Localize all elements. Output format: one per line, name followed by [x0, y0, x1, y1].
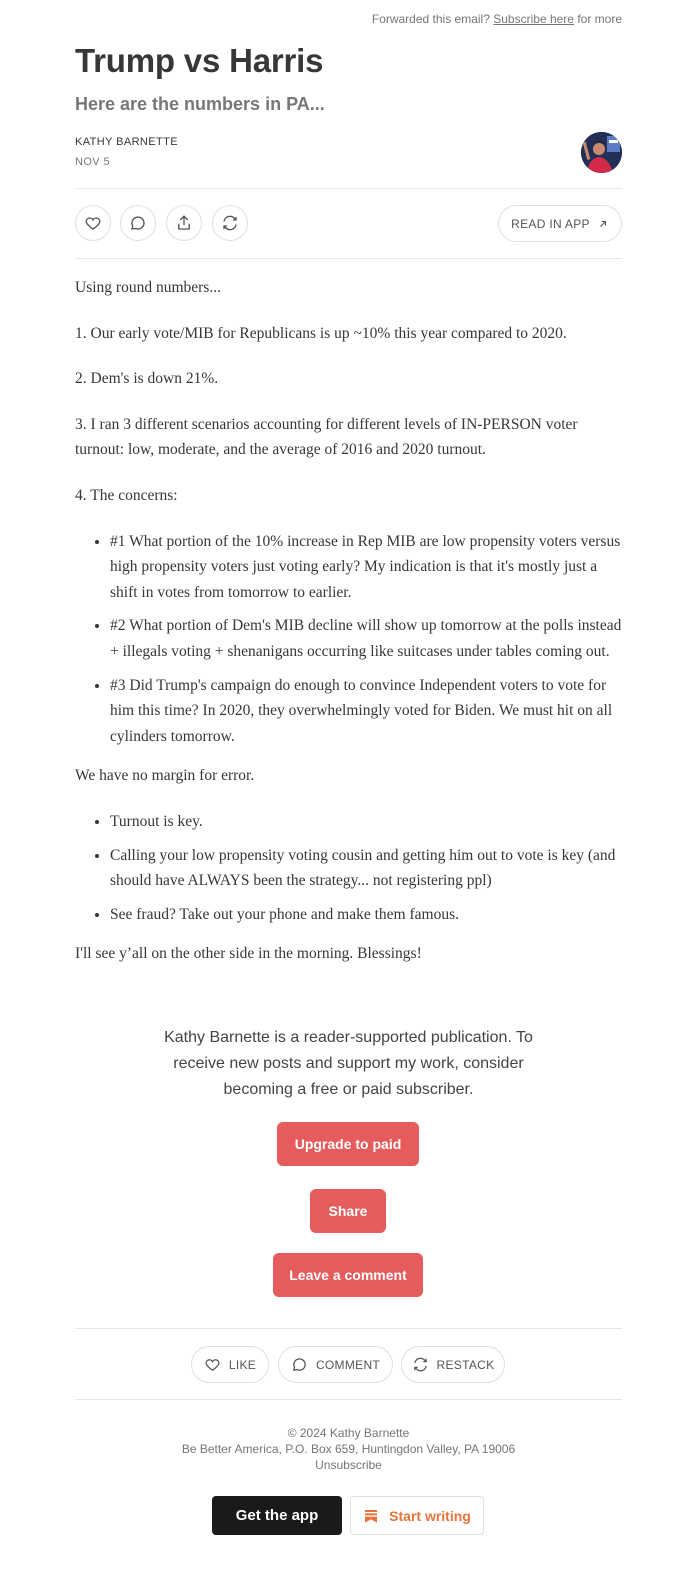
heart-icon: [84, 214, 102, 232]
substack-logo-icon: [363, 1508, 379, 1524]
forward-notice: [372, 12, 622, 26]
divider-actions: [75, 258, 622, 259]
post-subtitle: Here are the numbers in PA...: [75, 94, 325, 114]
restack-icon: [221, 214, 239, 232]
author-name[interactable]: KATHY BARNETTE: [75, 136, 178, 148]
start-writing-label: Start writing: [389, 1507, 471, 1524]
post-date: NOV 5: [75, 156, 111, 168]
unsubscribe-link[interactable]: Unsubscribe: [315, 1458, 382, 1472]
avatar-image: [581, 132, 622, 173]
list-item: • #3 Did Trump's campaign do enough to convince Independent voters to vote for him this time? In 2020, they overwhelmingly voted for Biden. We must hit on all cylinders tomorrow.: [110, 673, 622, 750]
restack-button[interactable]: [212, 205, 248, 241]
list-item: • #2 What portion of Dem's MIB decline will show up tomorrow at the polls instead + illegals voting + shenanigans occurring like suitcases under tables coming out.: [110, 613, 622, 664]
comment-button[interactable]: [120, 205, 156, 241]
upgrade-to-paid-button[interactable]: Upgrade to paid: [277, 1122, 419, 1166]
get-the-app-button[interactable]: Get the app: [212, 1496, 342, 1535]
share-icon: [175, 214, 193, 232]
restack-label: RESTACK: [436, 1357, 495, 1372]
paragraph: 1. Our early vote/MIB for Republicans is up ~10% this year compared to 2020.: [75, 324, 567, 342]
forward-suffix: for more: [577, 12, 622, 26]
restack-icon: [412, 1356, 429, 1373]
divider-bottom-2: [75, 1399, 622, 1400]
footer: [75, 1425, 622, 1473]
read-in-app-label: READ IN APP: [511, 216, 590, 231]
comment-pill-button[interactable]: [278, 1346, 393, 1383]
divider-bottom-1: [75, 1328, 622, 1329]
list-item: • Calling your low propensity voting cousin and getting him out to vote is key (and should have ALWAYS been the strategy... not registering ppl): [110, 843, 622, 894]
paragraph: 3. I ran 3 different scenarios accounting for different levels of IN-PERSON voter turnout: low, moderate, and the average of 2016 and 2020 turnout.: [75, 415, 578, 459]
paragraph: We have no margin for error.: [75, 767, 255, 785]
like-label: LIKE: [228, 1357, 257, 1372]
comment-icon: [129, 214, 147, 232]
concerns-list: [75, 529, 622, 750]
restack-pill-button[interactable]: [401, 1346, 505, 1383]
list-item: • See fraud? Take out your phone and make them famous.: [110, 902, 622, 928]
paragraph: I'll see y’all on the other side in the morning. Blessings!: [75, 945, 422, 963]
divider-top: [75, 188, 622, 189]
copyright: © 2024 Kathy Barnette: [287, 1426, 410, 1440]
post-title[interactable]: Trump vs Harris: [75, 42, 324, 79]
paragraph: 2. Dem's is down 21%.: [75, 370, 219, 388]
subscribe-link[interactable]: Subscribe here: [493, 12, 574, 26]
share-button[interactable]: [166, 205, 202, 241]
forward-prefix: Forwarded this email?: [371, 12, 490, 26]
subscribe-cta: [75, 1025, 622, 1103]
leave-comment-button[interactable]: Leave a comment: [273, 1253, 423, 1297]
author-avatar[interactable]: [581, 132, 622, 173]
heart-icon: [204, 1356, 221, 1373]
mailing-address: Be Better America, P.O. Box 659, Huntingdon Valley, PA 19006: [181, 1442, 516, 1456]
comment-label: COMMENT: [315, 1357, 381, 1372]
comment-icon: [291, 1356, 308, 1373]
arrow-up-right-icon: [597, 218, 609, 230]
list-item: • #1 What portion of the 10% increase in Rep MIB are low propensity voters versus high propensity voters just voting early? My indication is that it's mostly just a shift in votes from tomorrow to earlier.: [110, 529, 622, 606]
read-in-app-button[interactable]: [498, 205, 622, 242]
post-body: [75, 275, 622, 987]
tips-list: [75, 809, 622, 927]
list-item: • Turnout is key.: [110, 809, 622, 835]
start-writing-button[interactable]: [350, 1496, 484, 1535]
share-cta-button[interactable]: Share: [310, 1189, 386, 1233]
like-pill-button[interactable]: [191, 1346, 269, 1383]
cta-text: Kathy Barnette is a reader-supported publication. To receive new posts and support my work, consider becoming a free or paid subscriber.: [164, 1029, 533, 1098]
paragraph: Using round numbers...: [75, 279, 221, 296]
paragraph: 4. The concerns:: [75, 486, 178, 504]
like-button[interactable]: [75, 205, 111, 241]
